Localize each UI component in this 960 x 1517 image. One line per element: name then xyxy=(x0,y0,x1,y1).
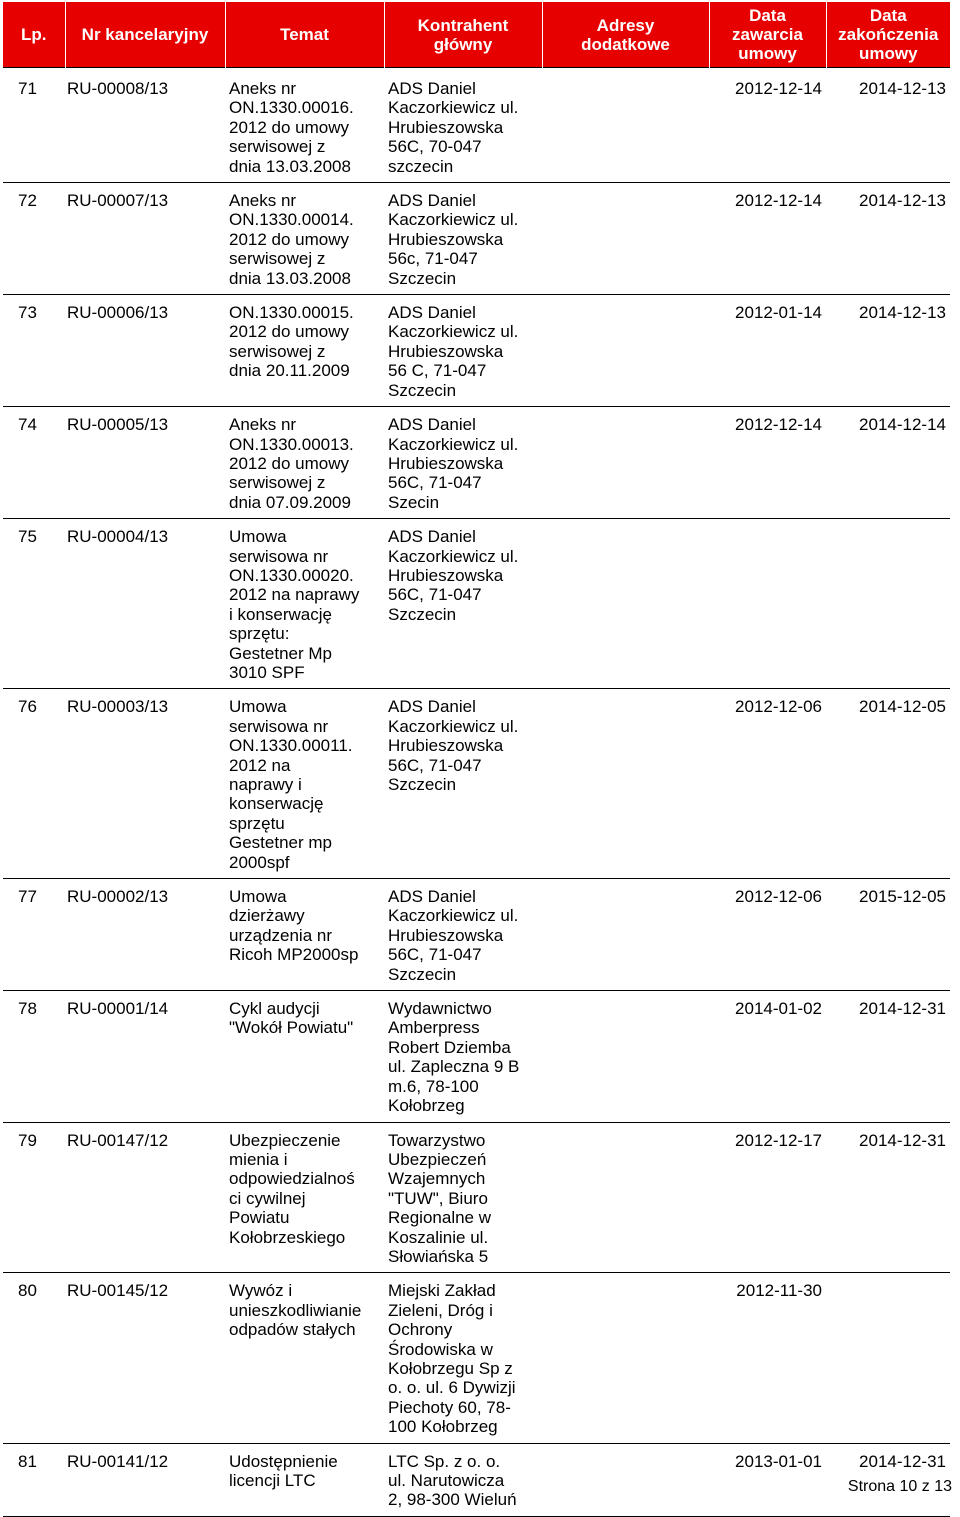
cell-kontrahent: LTC Sp. z o. o. ul. Narutowicza 2, 98-300 Wieluń xyxy=(384,1443,542,1516)
cell-lp: 72 xyxy=(3,183,65,295)
cell-nr-kancelaryjny: RU-00141/12 xyxy=(65,1443,225,1516)
cell-adresy xyxy=(542,991,709,1122)
cell-adresy xyxy=(542,689,709,879)
table-row xyxy=(3,689,950,879)
cell-data-zakonczenia xyxy=(826,519,950,689)
cell-temat: Aneks nr ON.1330.00013. 2012 do umowy serwisowej z dnia 07.09.2009 xyxy=(225,407,384,519)
table-row xyxy=(3,519,950,689)
cell-data-zakonczenia: 2014-12-14 xyxy=(826,407,950,519)
cell-lp: 79 xyxy=(3,1122,65,1273)
cell-lp: 78 xyxy=(3,991,65,1122)
cell-nr-kancelaryjny: RU-00007/13 xyxy=(65,183,225,295)
cell-temat: Cykl audycji "Wokół Powiatu" xyxy=(225,991,384,1122)
cell-adresy xyxy=(542,879,709,991)
cell-lp: 76 xyxy=(3,689,65,879)
cell-data-zakonczenia: 2014-12-13 xyxy=(826,295,950,407)
cell-nr-kancelaryjny: RU-00008/13 xyxy=(65,68,225,183)
header-lp: Lp. xyxy=(3,2,65,68)
cell-data-zawarcia: 2013-01-01 xyxy=(709,1443,826,1516)
cell-lp: 75 xyxy=(3,519,65,689)
cell-nr-kancelaryjny: RU-00004/13 xyxy=(65,519,225,689)
header-temat: Temat xyxy=(225,2,384,68)
cell-data-zawarcia: 2012-01-14 xyxy=(709,295,826,407)
table-row xyxy=(3,991,950,1122)
header-data-zawarcia: Data zawarcia umowy xyxy=(709,2,826,68)
cell-temat: Ubezpieczenie mienia i odpowiedzialnoś ci cywilnej Powiatu Kołobrzeskiego xyxy=(225,1122,384,1273)
cell-kontrahent: ADS Daniel Kaczorkiewicz ul. Hrubieszowska 56C, 71-047 Szecin xyxy=(384,407,542,519)
cell-adresy xyxy=(542,295,709,407)
table-row xyxy=(3,183,950,295)
cell-temat: ON.1330.00015. 2012 do umowy serwisowej z dnia 20.11.2009 xyxy=(225,295,384,407)
table-header-row xyxy=(3,2,950,68)
page-number: Strona 10 z 13 xyxy=(847,1478,952,1495)
cell-data-zakonczenia: 2014-12-31 xyxy=(826,1443,950,1516)
cell-kontrahent: Towarzystwo Ubezpieczeń Wzajemnych "TUW", Biuro Regionalne w Koszalinie ul. Słowiańska 5 xyxy=(384,1122,542,1273)
header-nr-kancelaryjny: Nr kancelaryjny xyxy=(65,2,225,68)
cell-temat: Umowa serwisowa nr ON.1330.00020. 2012 na naprawy i konserwację sprzętu: Gestetner Mp 3010 SPF xyxy=(225,519,384,689)
table-row xyxy=(3,295,950,407)
table-row xyxy=(3,1273,950,1443)
cell-kontrahent: ADS Daniel Kaczorkiewicz ul. Hrubieszowska 56c, 71-047 Szczecin xyxy=(384,183,542,295)
cell-temat: Umowa dzierżawy urządzenia nr Ricoh MP2000sp xyxy=(225,879,384,991)
cell-adresy xyxy=(542,1122,709,1273)
cell-temat: Wywóz i unieszkodliwianie odpadów stałych xyxy=(225,1273,384,1443)
cell-data-zakonczenia: 2014-12-13 xyxy=(826,68,950,183)
cell-data-zakonczenia: 2014-12-05 xyxy=(826,689,950,879)
cell-data-zawarcia: 2012-12-14 xyxy=(709,68,826,183)
cell-lp: 80 xyxy=(3,1273,65,1443)
cell-adresy xyxy=(542,1273,709,1443)
table-row xyxy=(3,1443,950,1516)
cell-adresy xyxy=(542,183,709,295)
cell-data-zawarcia: 2014-01-02 xyxy=(709,991,826,1122)
cell-data-zakonczenia: 2014-12-13 xyxy=(826,183,950,295)
cell-temat: Umowa serwisowa nr ON.1330.00011. 2012 na naprawy i konserwację sprzętu Gestetner mp 2000spf xyxy=(225,689,384,879)
cell-adresy xyxy=(542,519,709,689)
cell-kontrahent: ADS Daniel Kaczorkiewicz ul. Hrubieszowska 56C, 71-047 Szczecin xyxy=(384,519,542,689)
cell-kontrahent: Wydawnictwo Amberpress Robert Dziemba ul. Zapleczna 9 B m.6, 78-100 Kołobrzeg xyxy=(384,991,542,1122)
cell-data-zakonczenia: 2014-12-31 xyxy=(826,1122,950,1273)
table-row xyxy=(3,407,950,519)
cell-lp: 73 xyxy=(3,295,65,407)
cell-adresy xyxy=(542,68,709,183)
cell-data-zawarcia: 2012-12-06 xyxy=(709,879,826,991)
cell-adresy xyxy=(542,407,709,519)
contracts-table xyxy=(3,2,950,1517)
header-adresy: Adresy dodatkowe xyxy=(542,2,709,68)
cell-lp: 71 xyxy=(3,68,65,183)
cell-kontrahent: Miejski Zakład Zieleni, Dróg i Ochrony Środowiska w Kołobrzegu Sp z o. o. ul. 6 Dywizji Piechoty 60, 78- 100 Kołobrzeg xyxy=(384,1273,542,1443)
header-kontrahent: Kontrahent główny xyxy=(384,2,542,68)
cell-data-zakonczenia xyxy=(826,1273,950,1443)
cell-lp: 77 xyxy=(3,879,65,991)
cell-data-zawarcia xyxy=(709,519,826,689)
cell-kontrahent: ADS Daniel Kaczorkiewicz ul. Hrubieszowska 56C, 71-047 Szczecin xyxy=(384,689,542,879)
cell-nr-kancelaryjny: RU-00145/12 xyxy=(65,1273,225,1443)
cell-data-zawarcia: 2012-12-14 xyxy=(709,407,826,519)
cell-data-zawarcia: 2012-11-30 xyxy=(709,1273,826,1443)
cell-data-zawarcia: 2012-12-17 xyxy=(709,1122,826,1273)
cell-temat: Aneks nr ON.1330.00014. 2012 do umowy serwisowej z dnia 13.03.2008 xyxy=(225,183,384,295)
cell-kontrahent: ADS Daniel Kaczorkiewicz ul. Hrubieszowska 56 C, 71-047 Szczecin xyxy=(384,295,542,407)
cell-data-zawarcia: 2012-12-06 xyxy=(709,689,826,879)
cell-temat: Aneks nr ON.1330.00016. 2012 do umowy serwisowej z dnia 13.03.2008 xyxy=(225,68,384,183)
cell-lp: 74 xyxy=(3,407,65,519)
table-row xyxy=(3,879,950,991)
cell-nr-kancelaryjny: RU-00147/12 xyxy=(65,1122,225,1273)
cell-nr-kancelaryjny: RU-00006/13 xyxy=(65,295,225,407)
cell-nr-kancelaryjny: RU-00001/14 xyxy=(65,991,225,1122)
table-row xyxy=(3,1122,950,1273)
cell-lp: 81 xyxy=(3,1443,65,1516)
cell-kontrahent: ADS Daniel Kaczorkiewicz ul. Hrubieszowska 56C, 71-047 Szczecin xyxy=(384,879,542,991)
header-data-zakonczenia: Data zakończenia umowy xyxy=(826,2,950,68)
table-row xyxy=(3,68,950,183)
cell-kontrahent: ADS Daniel Kaczorkiewicz ul. Hrubieszowska 56C, 70-047 szczecin xyxy=(384,68,542,183)
cell-data-zakonczenia: 2015-12-05 xyxy=(826,879,950,991)
cell-nr-kancelaryjny: RU-00005/13 xyxy=(65,407,225,519)
cell-data-zakonczenia: 2014-12-31 xyxy=(826,991,950,1122)
table-body xyxy=(3,68,950,1517)
cell-nr-kancelaryjny: RU-00002/13 xyxy=(65,879,225,991)
cell-nr-kancelaryjny: RU-00003/13 xyxy=(65,689,225,879)
cell-temat: Udostępnienie licencji LTC xyxy=(225,1443,384,1516)
cell-adresy xyxy=(542,1443,709,1516)
cell-data-zawarcia: 2012-12-14 xyxy=(709,183,826,295)
